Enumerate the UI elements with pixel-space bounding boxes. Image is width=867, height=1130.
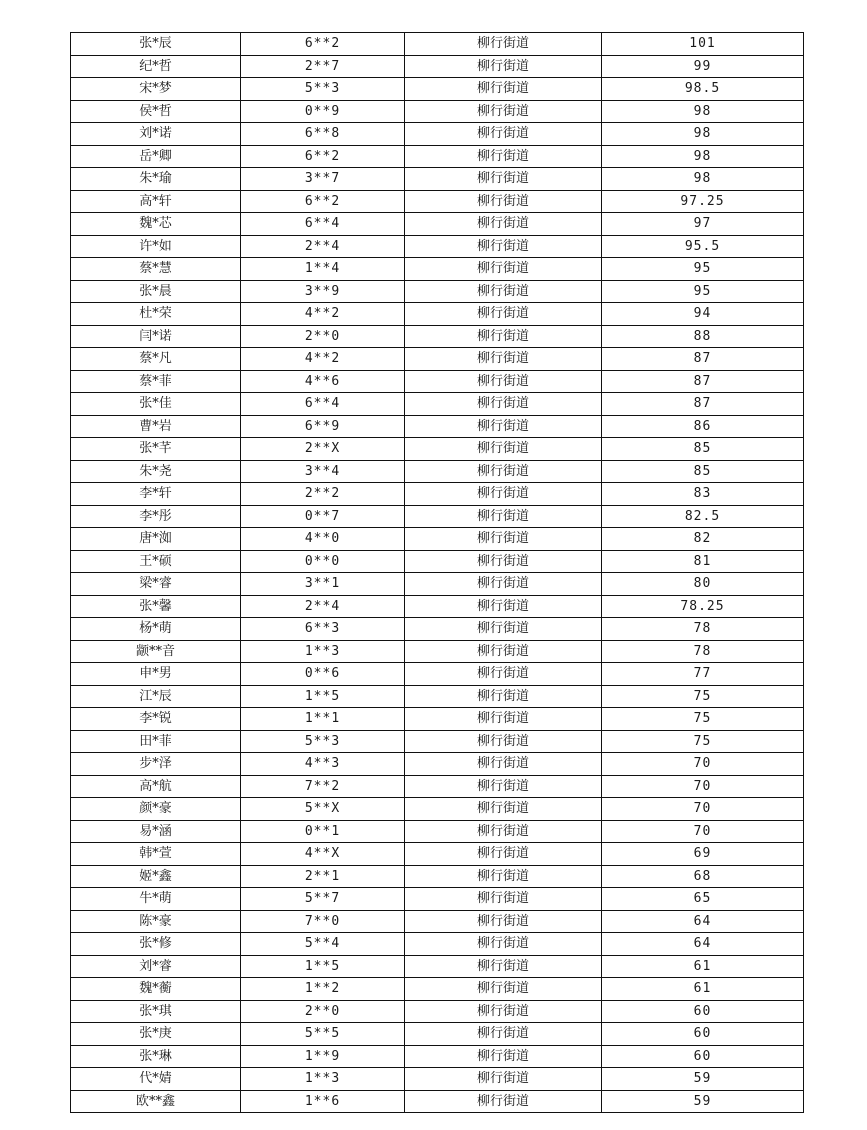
name-cell: 李*轩 bbox=[71, 483, 241, 506]
table-row bbox=[71, 595, 804, 618]
id-cell: 1**5 bbox=[241, 685, 405, 708]
score-cell: 75 bbox=[602, 730, 804, 753]
name-cell: 闫*诺 bbox=[71, 325, 241, 348]
id-cell: 1**1 bbox=[241, 708, 405, 731]
score-cell: 78 bbox=[602, 640, 804, 663]
id-cell: 5**3 bbox=[241, 730, 405, 753]
name-cell: 张*晨 bbox=[71, 280, 241, 303]
table-row bbox=[71, 730, 804, 753]
document-page bbox=[70, 32, 803, 1113]
table-row bbox=[71, 888, 804, 911]
score-cell: 87 bbox=[602, 370, 804, 393]
score-cell: 99 bbox=[602, 55, 804, 78]
name-cell: 易*涵 bbox=[71, 820, 241, 843]
id-cell: 5**5 bbox=[241, 1023, 405, 1046]
street-cell: 柳行街道 bbox=[405, 190, 602, 213]
score-cell: 75 bbox=[602, 685, 804, 708]
score-cell: 98 bbox=[602, 168, 804, 191]
table-row bbox=[71, 685, 804, 708]
table-row bbox=[71, 775, 804, 798]
name-cell: 许*如 bbox=[71, 235, 241, 258]
table-row bbox=[71, 190, 804, 213]
street-cell: 柳行街道 bbox=[405, 730, 602, 753]
street-cell: 柳行街道 bbox=[405, 145, 602, 168]
name-cell: 颜*豪 bbox=[71, 798, 241, 821]
score-cell: 82.5 bbox=[602, 505, 804, 528]
table-row bbox=[71, 640, 804, 663]
score-cell: 98 bbox=[602, 100, 804, 123]
table-row bbox=[71, 33, 804, 56]
table-row bbox=[71, 55, 804, 78]
id-cell: 1**6 bbox=[241, 1090, 405, 1113]
score-cell: 82 bbox=[602, 528, 804, 551]
score-cell: 78.25 bbox=[602, 595, 804, 618]
score-cell: 70 bbox=[602, 775, 804, 798]
name-cell: 高*航 bbox=[71, 775, 241, 798]
score-cell: 101 bbox=[602, 33, 804, 56]
id-cell: 3**9 bbox=[241, 280, 405, 303]
id-cell: 0**9 bbox=[241, 100, 405, 123]
id-cell: 1**9 bbox=[241, 1045, 405, 1068]
id-cell: 3**4 bbox=[241, 460, 405, 483]
table-row bbox=[71, 978, 804, 1001]
id-cell: 1**2 bbox=[241, 978, 405, 1001]
name-cell: 曹*岩 bbox=[71, 415, 241, 438]
table-row bbox=[71, 865, 804, 888]
id-cell: 6**8 bbox=[241, 123, 405, 146]
id-cell: 4**2 bbox=[241, 303, 405, 326]
table-row bbox=[71, 1023, 804, 1046]
table-row bbox=[71, 1068, 804, 1091]
id-cell: 3**1 bbox=[241, 573, 405, 596]
id-cell: 4**3 bbox=[241, 753, 405, 776]
name-cell: 江*辰 bbox=[71, 685, 241, 708]
street-cell: 柳行街道 bbox=[405, 78, 602, 101]
score-cell: 64 bbox=[602, 933, 804, 956]
table-row bbox=[71, 460, 804, 483]
name-cell: 唐*洳 bbox=[71, 528, 241, 551]
id-cell: 7**2 bbox=[241, 775, 405, 798]
score-cell: 81 bbox=[602, 550, 804, 573]
score-cell: 85 bbox=[602, 460, 804, 483]
street-cell: 柳行街道 bbox=[405, 168, 602, 191]
street-cell: 柳行街道 bbox=[405, 798, 602, 821]
table-row bbox=[71, 393, 804, 416]
street-cell: 柳行街道 bbox=[405, 213, 602, 236]
name-cell: 田*菲 bbox=[71, 730, 241, 753]
id-cell: 6**2 bbox=[241, 33, 405, 56]
score-cell: 95 bbox=[602, 280, 804, 303]
street-cell: 柳行街道 bbox=[405, 843, 602, 866]
name-cell: 魏*蘅 bbox=[71, 978, 241, 1001]
id-cell: 2**2 bbox=[241, 483, 405, 506]
street-cell: 柳行街道 bbox=[405, 235, 602, 258]
id-cell: 0**7 bbox=[241, 505, 405, 528]
score-cell: 61 bbox=[602, 978, 804, 1001]
id-cell: 2**4 bbox=[241, 235, 405, 258]
name-cell: 杜*荣 bbox=[71, 303, 241, 326]
score-cell: 59 bbox=[602, 1090, 804, 1113]
id-cell: 6**2 bbox=[241, 145, 405, 168]
street-cell: 柳行街道 bbox=[405, 1090, 602, 1113]
street-cell: 柳行街道 bbox=[405, 33, 602, 56]
name-cell: 朱*瑜 bbox=[71, 168, 241, 191]
name-cell: 刘*诺 bbox=[71, 123, 241, 146]
id-cell: 3**7 bbox=[241, 168, 405, 191]
street-cell: 柳行街道 bbox=[405, 123, 602, 146]
score-cell: 98 bbox=[602, 145, 804, 168]
name-cell: 侯*哲 bbox=[71, 100, 241, 123]
street-cell: 柳行街道 bbox=[405, 933, 602, 956]
name-cell: 张*辰 bbox=[71, 33, 241, 56]
street-cell: 柳行街道 bbox=[405, 438, 602, 461]
score-cell: 61 bbox=[602, 955, 804, 978]
name-cell: 朱*尧 bbox=[71, 460, 241, 483]
name-cell: 蔡*菲 bbox=[71, 370, 241, 393]
street-cell: 柳行街道 bbox=[405, 303, 602, 326]
id-cell: 6**4 bbox=[241, 213, 405, 236]
street-cell: 柳行街道 bbox=[405, 1000, 602, 1023]
name-cell: 蔡*慧 bbox=[71, 258, 241, 281]
name-cell: 牛*萌 bbox=[71, 888, 241, 911]
id-cell: 1**3 bbox=[241, 640, 405, 663]
score-cell: 70 bbox=[602, 798, 804, 821]
table-row bbox=[71, 708, 804, 731]
table-row bbox=[71, 438, 804, 461]
street-cell: 柳行街道 bbox=[405, 573, 602, 596]
table-row bbox=[71, 753, 804, 776]
table-row bbox=[71, 910, 804, 933]
score-cell: 94 bbox=[602, 303, 804, 326]
table-row bbox=[71, 303, 804, 326]
street-cell: 柳行街道 bbox=[405, 415, 602, 438]
score-cell: 97 bbox=[602, 213, 804, 236]
score-cell: 75 bbox=[602, 708, 804, 731]
name-cell: 张*修 bbox=[71, 933, 241, 956]
street-cell: 柳行街道 bbox=[405, 888, 602, 911]
street-cell: 柳行街道 bbox=[405, 1045, 602, 1068]
id-cell: 4**0 bbox=[241, 528, 405, 551]
street-cell: 柳行街道 bbox=[405, 595, 602, 618]
id-cell: 6**3 bbox=[241, 618, 405, 641]
table-row bbox=[71, 78, 804, 101]
street-cell: 柳行街道 bbox=[405, 685, 602, 708]
street-cell: 柳行街道 bbox=[405, 1023, 602, 1046]
score-cell: 98.5 bbox=[602, 78, 804, 101]
name-cell: 张*馨 bbox=[71, 595, 241, 618]
id-cell: 1**3 bbox=[241, 1068, 405, 1091]
name-cell: 岳*卿 bbox=[71, 145, 241, 168]
name-cell: 步*泽 bbox=[71, 753, 241, 776]
street-cell: 柳行街道 bbox=[405, 978, 602, 1001]
street-cell: 柳行街道 bbox=[405, 393, 602, 416]
name-cell: 韩*萱 bbox=[71, 843, 241, 866]
table-row bbox=[71, 505, 804, 528]
name-cell: 张*佳 bbox=[71, 393, 241, 416]
table-row bbox=[71, 550, 804, 573]
table-row bbox=[71, 1045, 804, 1068]
score-cell: 68 bbox=[602, 865, 804, 888]
name-cell: 代*婧 bbox=[71, 1068, 241, 1091]
name-cell: 陈*豪 bbox=[71, 910, 241, 933]
id-cell: 6**2 bbox=[241, 190, 405, 213]
street-cell: 柳行街道 bbox=[405, 910, 602, 933]
score-cell: 64 bbox=[602, 910, 804, 933]
id-cell: 4**X bbox=[241, 843, 405, 866]
score-cell: 70 bbox=[602, 753, 804, 776]
score-cell: 97.25 bbox=[602, 190, 804, 213]
id-cell: 0**0 bbox=[241, 550, 405, 573]
name-cell: 姬*鑫 bbox=[71, 865, 241, 888]
table-body bbox=[71, 33, 804, 1113]
id-cell: 6**9 bbox=[241, 415, 405, 438]
name-cell: 杨*萌 bbox=[71, 618, 241, 641]
id-cell: 1**5 bbox=[241, 955, 405, 978]
score-cell: 69 bbox=[602, 843, 804, 866]
street-cell: 柳行街道 bbox=[405, 640, 602, 663]
street-cell: 柳行街道 bbox=[405, 663, 602, 686]
street-cell: 柳行街道 bbox=[405, 528, 602, 551]
table-row bbox=[71, 1090, 804, 1113]
table-row bbox=[71, 100, 804, 123]
table-row bbox=[71, 168, 804, 191]
id-cell: 5**X bbox=[241, 798, 405, 821]
table-row bbox=[71, 573, 804, 596]
street-cell: 柳行街道 bbox=[405, 708, 602, 731]
score-cell: 95 bbox=[602, 258, 804, 281]
name-cell: 蔡*凡 bbox=[71, 348, 241, 371]
name-cell: 李*锐 bbox=[71, 708, 241, 731]
table-row bbox=[71, 820, 804, 843]
table-row bbox=[71, 370, 804, 393]
table-row bbox=[71, 235, 804, 258]
name-cell: 纪*哲 bbox=[71, 55, 241, 78]
name-cell: 张*琪 bbox=[71, 1000, 241, 1023]
name-cell: 刘*睿 bbox=[71, 955, 241, 978]
name-cell: 欧**鑫 bbox=[71, 1090, 241, 1113]
score-cell: 70 bbox=[602, 820, 804, 843]
street-cell: 柳行街道 bbox=[405, 1068, 602, 1091]
id-cell: 2**0 bbox=[241, 1000, 405, 1023]
table-row bbox=[71, 798, 804, 821]
table-row bbox=[71, 123, 804, 146]
street-cell: 柳行街道 bbox=[405, 55, 602, 78]
name-cell: 高*轩 bbox=[71, 190, 241, 213]
street-cell: 柳行街道 bbox=[405, 325, 602, 348]
street-cell: 柳行街道 bbox=[405, 775, 602, 798]
street-cell: 柳行街道 bbox=[405, 955, 602, 978]
street-cell: 柳行街道 bbox=[405, 618, 602, 641]
score-cell: 59 bbox=[602, 1068, 804, 1091]
table-row bbox=[71, 528, 804, 551]
id-cell: 7**0 bbox=[241, 910, 405, 933]
score-cell: 77 bbox=[602, 663, 804, 686]
score-cell: 88 bbox=[602, 325, 804, 348]
id-cell: 0**1 bbox=[241, 820, 405, 843]
table-row bbox=[71, 258, 804, 281]
id-cell: 2**1 bbox=[241, 865, 405, 888]
table-row bbox=[71, 325, 804, 348]
street-cell: 柳行街道 bbox=[405, 348, 602, 371]
score-cell: 87 bbox=[602, 348, 804, 371]
score-cell: 85 bbox=[602, 438, 804, 461]
name-cell: 张*庚 bbox=[71, 1023, 241, 1046]
score-cell: 60 bbox=[602, 1045, 804, 1068]
score-cell: 95.5 bbox=[602, 235, 804, 258]
table-row bbox=[71, 348, 804, 371]
table-row bbox=[71, 955, 804, 978]
id-cell: 1**4 bbox=[241, 258, 405, 281]
name-cell: 张*芊 bbox=[71, 438, 241, 461]
table-row bbox=[71, 618, 804, 641]
score-cell: 60 bbox=[602, 1000, 804, 1023]
street-cell: 柳行街道 bbox=[405, 753, 602, 776]
id-cell: 2**7 bbox=[241, 55, 405, 78]
id-cell: 0**6 bbox=[241, 663, 405, 686]
table-row bbox=[71, 933, 804, 956]
id-cell: 5**3 bbox=[241, 78, 405, 101]
name-cell: 申*男 bbox=[71, 663, 241, 686]
table-row bbox=[71, 280, 804, 303]
street-cell: 柳行街道 bbox=[405, 550, 602, 573]
table-row bbox=[71, 843, 804, 866]
name-cell: 魏*芯 bbox=[71, 213, 241, 236]
table-row bbox=[71, 145, 804, 168]
score-cell: 80 bbox=[602, 573, 804, 596]
id-cell: 5**4 bbox=[241, 933, 405, 956]
score-cell: 60 bbox=[602, 1023, 804, 1046]
score-cell: 98 bbox=[602, 123, 804, 146]
score-cell: 65 bbox=[602, 888, 804, 911]
id-cell: 4**2 bbox=[241, 348, 405, 371]
id-cell: 5**7 bbox=[241, 888, 405, 911]
table-row bbox=[71, 415, 804, 438]
id-cell: 2**0 bbox=[241, 325, 405, 348]
name-cell: 张*琳 bbox=[71, 1045, 241, 1068]
street-cell: 柳行街道 bbox=[405, 100, 602, 123]
id-cell: 6**4 bbox=[241, 393, 405, 416]
street-cell: 柳行街道 bbox=[405, 820, 602, 843]
table-row bbox=[71, 483, 804, 506]
table-row bbox=[71, 663, 804, 686]
street-cell: 柳行街道 bbox=[405, 460, 602, 483]
score-cell: 83 bbox=[602, 483, 804, 506]
score-cell: 87 bbox=[602, 393, 804, 416]
table-row bbox=[71, 1000, 804, 1023]
street-cell: 柳行街道 bbox=[405, 483, 602, 506]
street-cell: 柳行街道 bbox=[405, 505, 602, 528]
name-cell: 王*硕 bbox=[71, 550, 241, 573]
id-cell: 2**X bbox=[241, 438, 405, 461]
name-cell: 李*彤 bbox=[71, 505, 241, 528]
table-row bbox=[71, 213, 804, 236]
street-cell: 柳行街道 bbox=[405, 370, 602, 393]
street-cell: 柳行街道 bbox=[405, 280, 602, 303]
id-cell: 2**4 bbox=[241, 595, 405, 618]
name-cell: 宋*梦 bbox=[71, 78, 241, 101]
score-cell: 86 bbox=[602, 415, 804, 438]
name-cell: 颛**音 bbox=[71, 640, 241, 663]
name-cell: 梁*睿 bbox=[71, 573, 241, 596]
score-table bbox=[70, 32, 804, 1113]
id-cell: 4**6 bbox=[241, 370, 405, 393]
score-cell: 78 bbox=[602, 618, 804, 641]
street-cell: 柳行街道 bbox=[405, 258, 602, 281]
street-cell: 柳行街道 bbox=[405, 865, 602, 888]
